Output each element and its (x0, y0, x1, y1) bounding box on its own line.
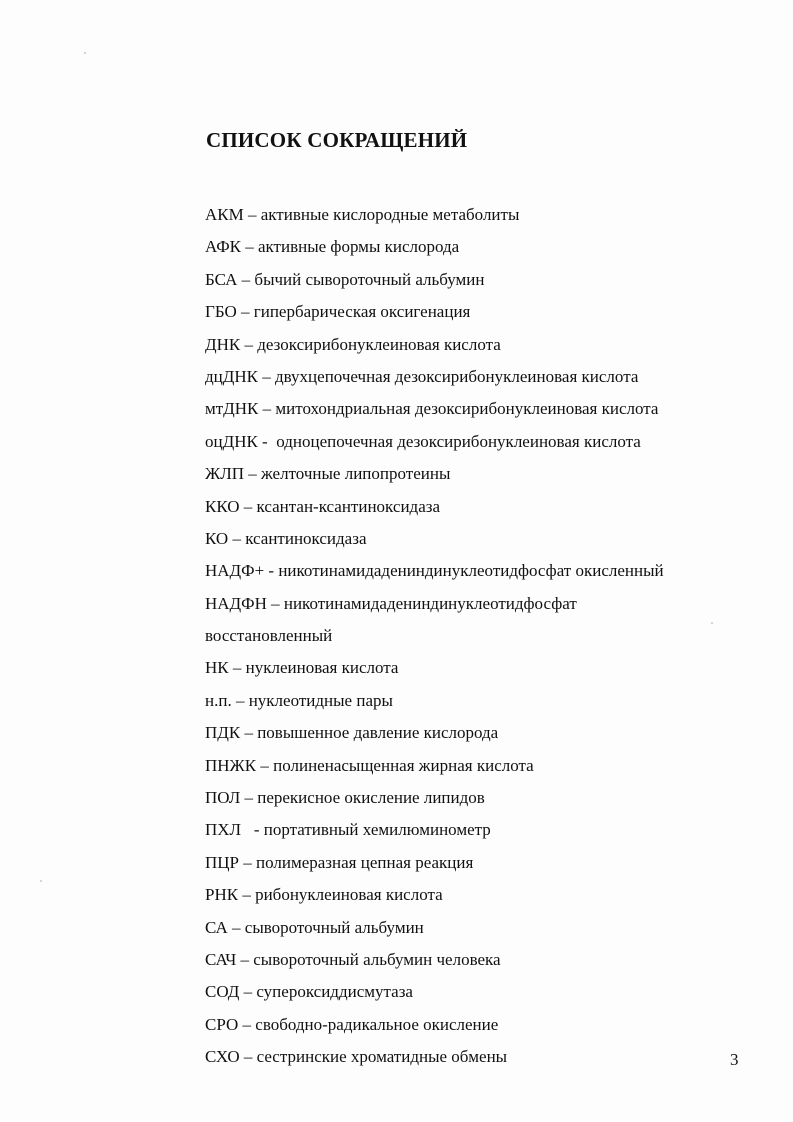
abbreviation-entry: НАДФН – никотинамидадениндинуклеотидфосфат (205, 593, 577, 613)
page-number: 3 (730, 1050, 739, 1069)
abbreviation-entry: БСА – бычий сывороточный альбумин (205, 269, 485, 289)
abbreviation-entry: ГБО – гипербарическая оксигенация (205, 302, 471, 322)
abbreviation-entry: СОД – супероксиддисмутаза (205, 982, 413, 1002)
scan-speck (40, 880, 42, 882)
abbreviation-entry: СА – сывороточный альбумин (205, 917, 424, 937)
abbreviation-entry: ККО – ксантан-ксантиноксидаза (205, 496, 440, 516)
abbreviation-entry: мтДНК – митохондриальная дезоксирибонуклеиновая кислота (205, 399, 659, 419)
abbreviation-entry: ПДК – повышенное давление кислорода (205, 723, 499, 743)
abbreviation-entry: СРО – свободно-радикальное окисление (205, 1014, 499, 1034)
abbreviation-entry: АКМ – активные кислородные метаболиты (205, 205, 520, 224)
scan-speck (711, 622, 713, 624)
abbreviation-entry: НАДФ+ - никотинамидадениндинуклеотидфосфат окисленный (205, 561, 664, 581)
abbreviation-entry: ПЦР – полимеразная цепная реакция (205, 852, 474, 872)
abbreviation-entry: ПОЛ – перекисное окисление липидов (205, 788, 485, 808)
abbreviation-entry: дцДНК – двухцепочечная дезоксирибонуклеиновая кислота (205, 366, 639, 386)
abbreviation-entry: РНК – рибонуклеиновая кислота (205, 885, 443, 905)
scan-speck (84, 52, 86, 54)
abbreviation-entry: н.п. – нуклеотидные пары (205, 690, 393, 710)
abbreviation-entry: ПХЛ - портативный хемилюминометр (205, 820, 491, 840)
abbreviation-entry: оцДНК - одноцепочечная дезоксирибонуклеиновая кислота (205, 431, 641, 451)
abbreviation-entry: СХО – сестринские хроматидные обмены (205, 1047, 508, 1067)
abbreviation-entry: КО – ксантиноксидаза (205, 528, 367, 548)
abbreviation-entry: ЖЛП – желточные липопротеины (205, 464, 451, 484)
abbreviation-entry: ПНЖК – полиненасыщенная жирная кислота (205, 755, 534, 775)
abbreviation-entry: САЧ – сывороточный альбумин человека (205, 949, 501, 969)
abbreviation-entry: НК – нуклеиновая кислота (205, 658, 399, 678)
abbreviation-list (205, 201, 765, 1076)
page-title: СПИСОК СОКРАЩЕНИЙ (206, 128, 468, 152)
abbreviation-entry: ДНК – дезоксирибонуклеиновая кислота (205, 334, 501, 354)
abbreviation-entry: АФК – активные формы кислорода (205, 237, 460, 257)
abbreviation-entry-continuation: восстановленный (205, 626, 333, 646)
